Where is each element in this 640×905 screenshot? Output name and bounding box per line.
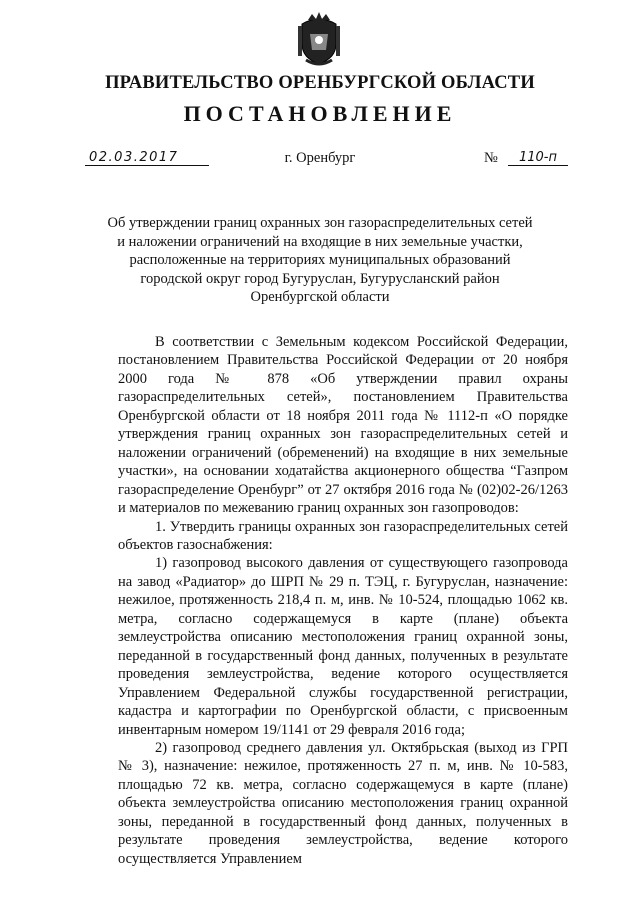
number-label: № bbox=[484, 150, 498, 166]
title-line: Об утверждении границ охранных зон газораспределительных сетей bbox=[107, 215, 533, 231]
organization-name: ПРАВИТЕЛЬСТВО ОРЕНБУРГСКОЙ ОБЛАСТИ bbox=[105, 73, 535, 93]
document-title bbox=[90, 214, 550, 307]
document-city: г. Оренбург bbox=[284, 150, 356, 166]
document-number: 110-п bbox=[508, 150, 568, 166]
body-paragraph: 1. Утвердить границы охранных зон газораспределительных сетей объектов газоснабжения: bbox=[118, 518, 568, 553]
document-type: ПОСТАНОВЛЕНИЕ bbox=[183, 101, 457, 126]
body-paragraph: 1) газопровод высокого давления от существующего газопровода на завод «Радиатор» до ШРП № 29 п. ТЭЦ, г. Бугуруслан, назначение: нежилое, протяженность 218,4 п. м, инв. № 10-524, площадью 1062 кв. метра, согласно содержащемуся в карте (плане) объекта землеустройства описанию местоположения границ охранной зоны, переданной в государственный фонд данных, полученных в результате проведения землеустройства, ведение которого осуществляется Управлением Федеральной службы государственной регистрации, кадастра и картографии по Оренбургской области, с присвоенным инвентарным номером 19/1141 от 29 февраля 2016 года; bbox=[118, 555, 568, 738]
body-paragraph: В соответствии с Земельным кодексом Российской Федерации, постановлением Правительства Российской Федерации от 20 ноября 2000 года № 878 «Об утверждении правил охраны газораспределительных сетей», постановлением Правительства Оренбургской области от 18 ноября 2011 года № 1112-п «О порядке утверждения границ охранных зон газораспределительных сетей и наложении ограничений (обременений) на входящие в них земельные участки», на основании ходатайства акционерного общества “Газпром газораспределение Оренбург” от 27 октября 2016 года № (02)02-26/1263 и материалов по межеванию границ охранных зон газопроводов: bbox=[118, 334, 568, 517]
document-date: 02.03.2017 bbox=[85, 150, 209, 166]
meta-row bbox=[0, 150, 640, 174]
document-body bbox=[118, 333, 568, 868]
title-line: расположенные на территориях муниципальных образований bbox=[129, 252, 511, 269]
body-paragraph: 2) газопровод среднего давления ул. Октябрьская (выход из ГРП № 3), назначение: нежилое, протяженность 27 п. м, инв. № 10-583, площадью 72 кв. метра, согласно содержащемуся в карте (плане) объекта землеустройства описанию местоположения границ охранной зоны, переданной в государственный фонд данных, полученных в результате проведения землеустройства, ведение которого осуществляется Управлением bbox=[118, 739, 568, 867]
title-line: городской округ город Бугуруслан, Бугурусланский район bbox=[140, 270, 500, 287]
title-line: Оренбургской области bbox=[250, 289, 390, 306]
coat-of-arms-icon bbox=[296, 10, 342, 66]
title-line: и наложении ограничений на входящие в них земельные участки, bbox=[117, 233, 523, 250]
